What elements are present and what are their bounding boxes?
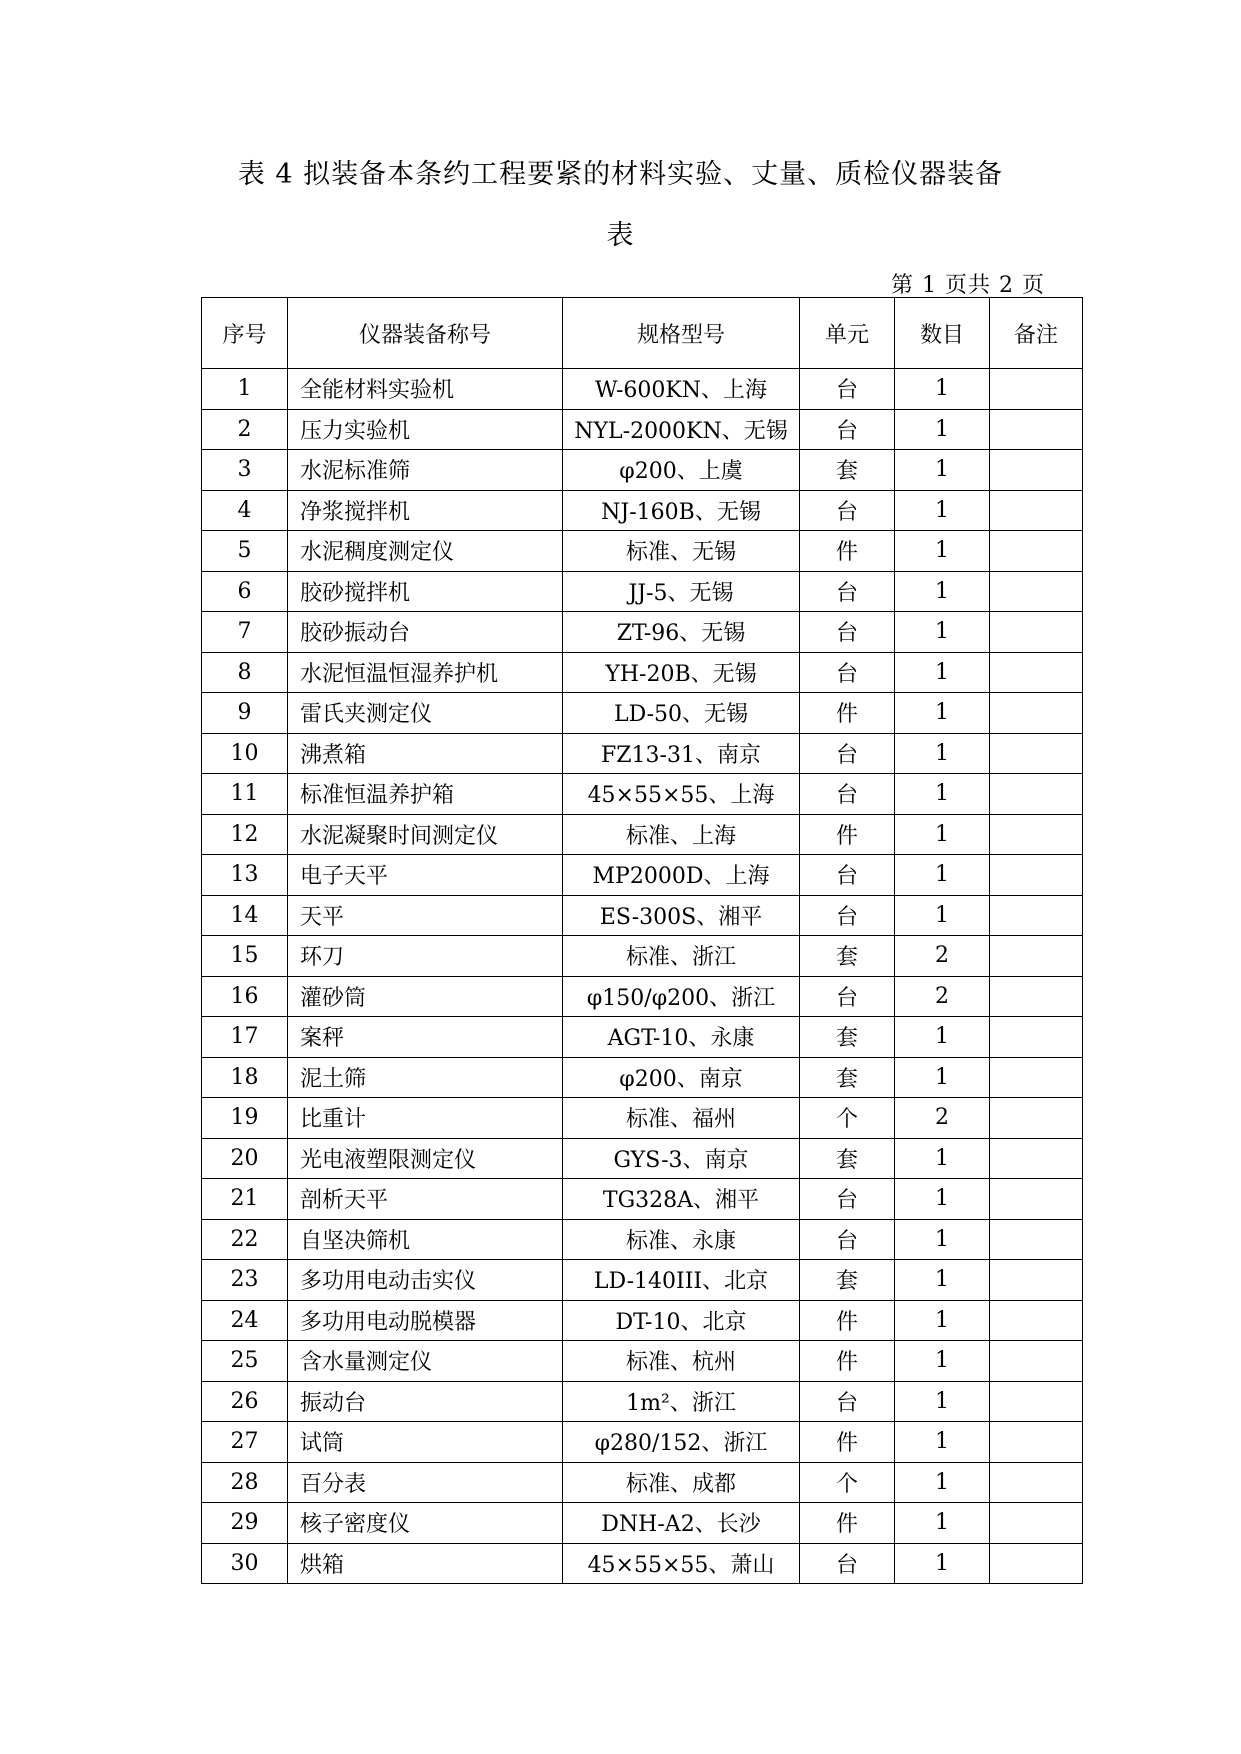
cell-unit: 件: [800, 531, 895, 572]
cell-note: [990, 571, 1083, 612]
cell-unit: 台: [800, 1543, 895, 1584]
table-row: [202, 450, 1083, 491]
cell-qty: 1: [895, 733, 990, 774]
table-row: [202, 855, 1083, 896]
cell-qty: 1: [895, 774, 990, 815]
header-unit: 单元: [800, 298, 895, 369]
table-row: [202, 814, 1083, 855]
cell-name: 胶砂振动台: [288, 612, 563, 653]
cell-unit: 套: [800, 1017, 895, 1058]
cell-unit: 台: [800, 895, 895, 936]
cell-unit: 件: [800, 1503, 895, 1544]
cell-qty: 1: [895, 1260, 990, 1301]
cell-qty: 1: [895, 450, 990, 491]
cell-note: [990, 652, 1083, 693]
cell-unit: 套: [800, 450, 895, 491]
cell-note: [990, 409, 1083, 450]
cell-no: 28: [202, 1462, 288, 1503]
cell-unit: 套: [800, 936, 895, 977]
cell-note: [990, 936, 1083, 977]
cell-spec: JJ-5、无锡: [563, 571, 800, 612]
cell-spec: LD-50、无锡: [563, 693, 800, 734]
cell-no: 23: [202, 1260, 288, 1301]
cell-qty: 1: [895, 1300, 990, 1341]
cell-qty: 1: [895, 1138, 990, 1179]
cell-qty: 1: [895, 571, 990, 612]
cell-unit: 台: [800, 976, 895, 1017]
cell-note: [990, 1219, 1083, 1260]
table-row: [202, 652, 1083, 693]
cell-spec: 标准、上海: [563, 814, 800, 855]
header-row: [202, 298, 1083, 369]
cell-spec: LD-140III、北京: [563, 1260, 800, 1301]
cell-no: 17: [202, 1017, 288, 1058]
cell-spec: NYL-2000KN、无锡: [563, 409, 800, 450]
equipment-table: [201, 297, 1083, 1584]
table-row: [202, 895, 1083, 936]
cell-qty: 1: [895, 490, 990, 531]
cell-name: 全能材料实验机: [288, 369, 563, 410]
cell-name: 标准恒温养护箱: [288, 774, 563, 815]
cell-spec: 45×55×55、萧山: [563, 1543, 800, 1584]
cell-unit: 台: [800, 855, 895, 896]
cell-qty: 2: [895, 976, 990, 1017]
cell-unit: 件: [800, 1341, 895, 1382]
cell-name: 水泥稠度测定仪: [288, 531, 563, 572]
cell-no: 14: [202, 895, 288, 936]
cell-unit: 台: [800, 1179, 895, 1220]
cell-unit: 套: [800, 1260, 895, 1301]
cell-name: 光电液塑限测定仪: [288, 1138, 563, 1179]
cell-spec: TG328A、湘平: [563, 1179, 800, 1220]
header-qty: 数目: [895, 298, 990, 369]
cell-name: 电子天平: [288, 855, 563, 896]
cell-name: 灌砂筒: [288, 976, 563, 1017]
cell-qty: 1: [895, 814, 990, 855]
cell-spec: φ150/φ200、浙江: [563, 976, 800, 1017]
cell-spec: NJ-160B、无锡: [563, 490, 800, 531]
cell-no: 18: [202, 1057, 288, 1098]
table-row: [202, 571, 1083, 612]
table-row: [202, 1341, 1083, 1382]
table-row: [202, 1381, 1083, 1422]
document-title: 表 4 拟装备本条约工程要紧的材料实验、丈量、质检仪器装备: [237, 159, 1004, 190]
cell-qty: 1: [895, 895, 990, 936]
table-row: [202, 1260, 1083, 1301]
cell-name: 压力实验机: [288, 409, 563, 450]
cell-name: 含水量测定仪: [288, 1341, 563, 1382]
cell-spec: 标准、成都: [563, 1462, 800, 1503]
cell-no: 12: [202, 814, 288, 855]
cell-note: [990, 490, 1083, 531]
cell-qty: 1: [895, 1462, 990, 1503]
cell-unit: 台: [800, 612, 895, 653]
cell-no: 9: [202, 693, 288, 734]
cell-qty: 1: [895, 855, 990, 896]
cell-unit: 台: [800, 409, 895, 450]
cell-unit: 套: [800, 1057, 895, 1098]
cell-qty: 1: [895, 652, 990, 693]
cell-note: [990, 1503, 1083, 1544]
cell-note: [990, 1057, 1083, 1098]
table-row: [202, 976, 1083, 1017]
cell-no: 29: [202, 1503, 288, 1544]
cell-spec: 标准、浙江: [563, 936, 800, 977]
cell-spec: YH-20B、无锡: [563, 652, 800, 693]
cell-spec: φ200、上虞: [563, 450, 800, 491]
cell-unit: 台: [800, 652, 895, 693]
table-row: [202, 1057, 1083, 1098]
cell-name: 水泥标准筛: [288, 450, 563, 491]
cell-no: 26: [202, 1381, 288, 1422]
cell-name: 水泥凝聚时间测定仪: [288, 814, 563, 855]
cell-unit: 个: [800, 1462, 895, 1503]
cell-note: [990, 1138, 1083, 1179]
cell-note: [990, 693, 1083, 734]
cell-no: 16: [202, 976, 288, 1017]
cell-unit: 台: [800, 571, 895, 612]
cell-spec: 1m²、浙江: [563, 1381, 800, 1422]
cell-spec: DT-10、北京: [563, 1300, 800, 1341]
table-row: [202, 936, 1083, 977]
cell-spec: 45×55×55、上海: [563, 774, 800, 815]
cell-note: [990, 1462, 1083, 1503]
cell-unit: 台: [800, 1219, 895, 1260]
cell-note: [990, 1543, 1083, 1584]
table-row: [202, 1300, 1083, 1341]
cell-spec: GYS-3、南京: [563, 1138, 800, 1179]
header-note: 备注: [990, 298, 1083, 369]
table-row: [202, 1138, 1083, 1179]
cell-name: 比重计: [288, 1098, 563, 1139]
table-row: [202, 1219, 1083, 1260]
cell-name: 天平: [288, 895, 563, 936]
cell-name: 振动台: [288, 1381, 563, 1422]
cell-qty: 1: [895, 1219, 990, 1260]
cell-name: 雷氏夹测定仪: [288, 693, 563, 734]
cell-name: 自坚决筛机: [288, 1219, 563, 1260]
cell-spec: DNH-A2、长沙: [563, 1503, 800, 1544]
cell-spec: 标准、永康: [563, 1219, 800, 1260]
cell-qty: 1: [895, 409, 990, 450]
cell-name: 多功用电动击实仪: [288, 1260, 563, 1301]
cell-spec: W-600KN、上海: [563, 369, 800, 410]
cell-unit: 件: [800, 693, 895, 734]
cell-no: 4: [202, 490, 288, 531]
cell-qty: 1: [895, 612, 990, 653]
cell-no: 20: [202, 1138, 288, 1179]
cell-spec: MP2000D、上海: [563, 855, 800, 896]
cell-unit: 件: [800, 1422, 895, 1463]
cell-no: 5: [202, 531, 288, 572]
table-row: [202, 369, 1083, 410]
cell-no: 7: [202, 612, 288, 653]
cell-note: [990, 774, 1083, 815]
cell-unit: 台: [800, 1381, 895, 1422]
cell-spec: ES-300S、湘平: [563, 895, 800, 936]
cell-qty: 1: [895, 1341, 990, 1382]
table-row: [202, 612, 1083, 653]
cell-note: [990, 1381, 1083, 1422]
table-row: [202, 1017, 1083, 1058]
cell-no: 13: [202, 855, 288, 896]
cell-no: 11: [202, 774, 288, 815]
table-row: [202, 409, 1083, 450]
cell-no: 10: [202, 733, 288, 774]
table-row: [202, 531, 1083, 572]
cell-qty: 1: [895, 1503, 990, 1544]
document-title-continuation: 表: [606, 220, 635, 251]
cell-unit: 台: [800, 369, 895, 410]
cell-no: 24: [202, 1300, 288, 1341]
cell-name: 烘箱: [288, 1543, 563, 1584]
cell-name: 核子密度仪: [288, 1503, 563, 1544]
cell-no: 8: [202, 652, 288, 693]
cell-note: [990, 1341, 1083, 1382]
cell-unit: 套: [800, 1138, 895, 1179]
cell-qty: 1: [895, 1422, 990, 1463]
cell-name: 沸煮箱: [288, 733, 563, 774]
cell-spec: 标准、杭州: [563, 1341, 800, 1382]
cell-note: [990, 976, 1083, 1017]
table-row: [202, 693, 1083, 734]
header-spec: 规格型号: [563, 298, 800, 369]
cell-qty: 1: [895, 531, 990, 572]
table-row: [202, 1503, 1083, 1544]
cell-name: 净浆搅拌机: [288, 490, 563, 531]
cell-no: 15: [202, 936, 288, 977]
cell-unit: 个: [800, 1098, 895, 1139]
cell-no: 27: [202, 1422, 288, 1463]
cell-name: 水泥恒温恒湿养护机: [288, 652, 563, 693]
cell-qty: 1: [895, 1017, 990, 1058]
table-row: [202, 1098, 1083, 1139]
cell-note: [990, 369, 1083, 410]
header-name: 仪器装备称号: [288, 298, 563, 369]
cell-note: [990, 814, 1083, 855]
cell-unit: 件: [800, 1300, 895, 1341]
cell-spec: FZ13-31、南京: [563, 733, 800, 774]
cell-note: [990, 1422, 1083, 1463]
cell-note: [990, 1300, 1083, 1341]
cell-note: [990, 855, 1083, 896]
cell-note: [990, 733, 1083, 774]
cell-note: [990, 1260, 1083, 1301]
cell-no: 30: [202, 1543, 288, 1584]
cell-spec: 标准、福州: [563, 1098, 800, 1139]
cell-note: [990, 450, 1083, 491]
cell-name: 多功用电动脱模器: [288, 1300, 563, 1341]
table-row: [202, 774, 1083, 815]
cell-name: 剖析天平: [288, 1179, 563, 1220]
cell-no: 2: [202, 409, 288, 450]
cell-unit: 件: [800, 814, 895, 855]
cell-name: 案秤: [288, 1017, 563, 1058]
cell-spec: φ200、南京: [563, 1057, 800, 1098]
table-body: [202, 369, 1083, 1584]
cell-note: [990, 1179, 1083, 1220]
table-row: [202, 733, 1083, 774]
cell-spec: AGT-10、永康: [563, 1017, 800, 1058]
header-no: 序号: [202, 298, 288, 369]
cell-name: 试筒: [288, 1422, 563, 1463]
table-header: [202, 298, 1083, 369]
cell-name: 环刀: [288, 936, 563, 977]
table-row: [202, 1462, 1083, 1503]
table-row: [202, 490, 1083, 531]
cell-no: 19: [202, 1098, 288, 1139]
cell-no: 22: [202, 1219, 288, 1260]
cell-note: [990, 612, 1083, 653]
cell-note: [990, 531, 1083, 572]
cell-spec: φ280/152、浙江: [563, 1422, 800, 1463]
cell-qty: 1: [895, 693, 990, 734]
table-row: [202, 1179, 1083, 1220]
cell-name: 胶砂搅拌机: [288, 571, 563, 612]
cell-qty: 1: [895, 369, 990, 410]
cell-no: 25: [202, 1341, 288, 1382]
table-row: [202, 1543, 1083, 1584]
cell-unit: 台: [800, 733, 895, 774]
page-indicator: 第 1 页共 2 页: [891, 273, 1045, 298]
cell-qty: 1: [895, 1381, 990, 1422]
table-row: [202, 1422, 1083, 1463]
cell-qty: 2: [895, 1098, 990, 1139]
cell-no: 21: [202, 1179, 288, 1220]
cell-spec: ZT-96、无锡: [563, 612, 800, 653]
cell-qty: 1: [895, 1179, 990, 1220]
cell-note: [990, 1098, 1083, 1139]
cell-note: [990, 1017, 1083, 1058]
cell-name: 泥土筛: [288, 1057, 563, 1098]
cell-name: 百分表: [288, 1462, 563, 1503]
cell-no: 1: [202, 369, 288, 410]
cell-qty: 1: [895, 1057, 990, 1098]
cell-note: [990, 895, 1083, 936]
cell-unit: 台: [800, 490, 895, 531]
cell-unit: 台: [800, 774, 895, 815]
cell-no: 3: [202, 450, 288, 491]
cell-qty: 1: [895, 1543, 990, 1584]
cell-no: 6: [202, 571, 288, 612]
cell-spec: 标准、无锡: [563, 531, 800, 572]
cell-qty: 2: [895, 936, 990, 977]
